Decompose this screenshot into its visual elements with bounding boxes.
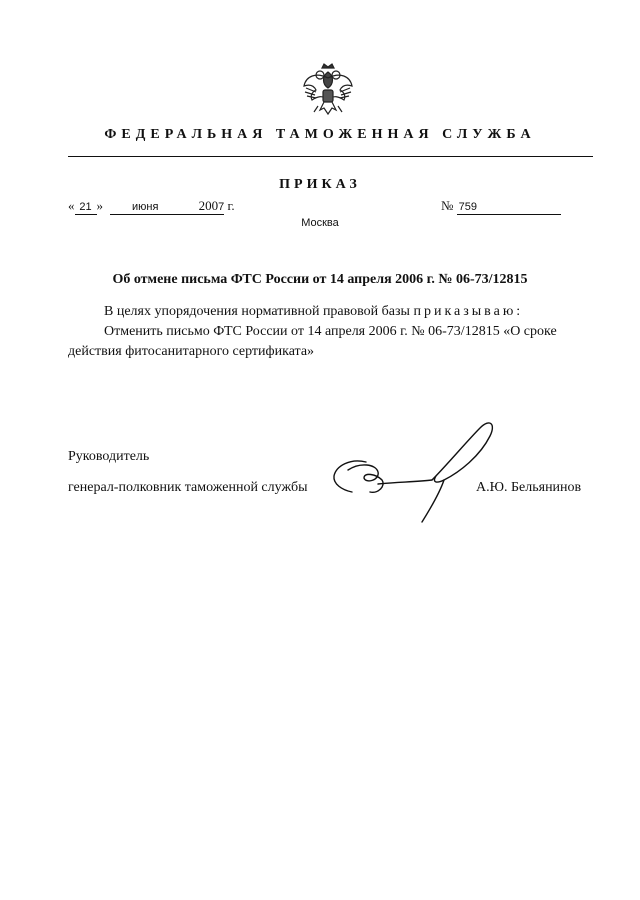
coat-of-arms-icon [300,62,356,118]
order-subject: Об отмене письма ФТС России от 14 апреля 2006 г. № 06-73/12815 [112,272,528,287]
date-year [180,199,224,215]
agency-name: ФЕДЕРАЛЬНАЯ ТАМОЖЕННАЯ СЛУЖБА [104,127,536,142]
date-open-quote: « [68,198,75,213]
date-year-digit: 7 [218,201,225,213]
signatory-rank: генерал-полковник таможенной службы [68,480,308,495]
number-label: № [441,198,454,213]
signatory-name: А.Ю. Бельянинов [476,480,582,495]
p1-text: В целях упорядочения нормативной правовой базы [104,304,414,319]
date-month: июня [110,200,180,215]
date-day: 21 [75,200,97,215]
date-close-quote: » [96,198,103,213]
order-number-line [441,198,561,215]
body-paragraph-2: Отменить письмо ФТС России от 14 апреля 2006 г. № 06-73/12815 «О сроке [104,324,557,339]
document-type: ПРИКАЗ [279,177,361,192]
body-paragraph-2-continued: действия фитосанитарного сертификата» [68,344,315,359]
date-year-suffix: г. [227,198,235,213]
handwritten-signature-icon [320,410,505,530]
signatory-title: Руководитель [68,449,150,464]
city: Москва [301,217,339,229]
date-line [68,198,235,215]
body-paragraph-1 [104,304,523,320]
date-year-prefix: 200 [198,198,219,213]
header-divider [68,156,593,157]
p1-emphasis: приказываю: [413,304,524,319]
order-number: 759 [457,200,561,215]
